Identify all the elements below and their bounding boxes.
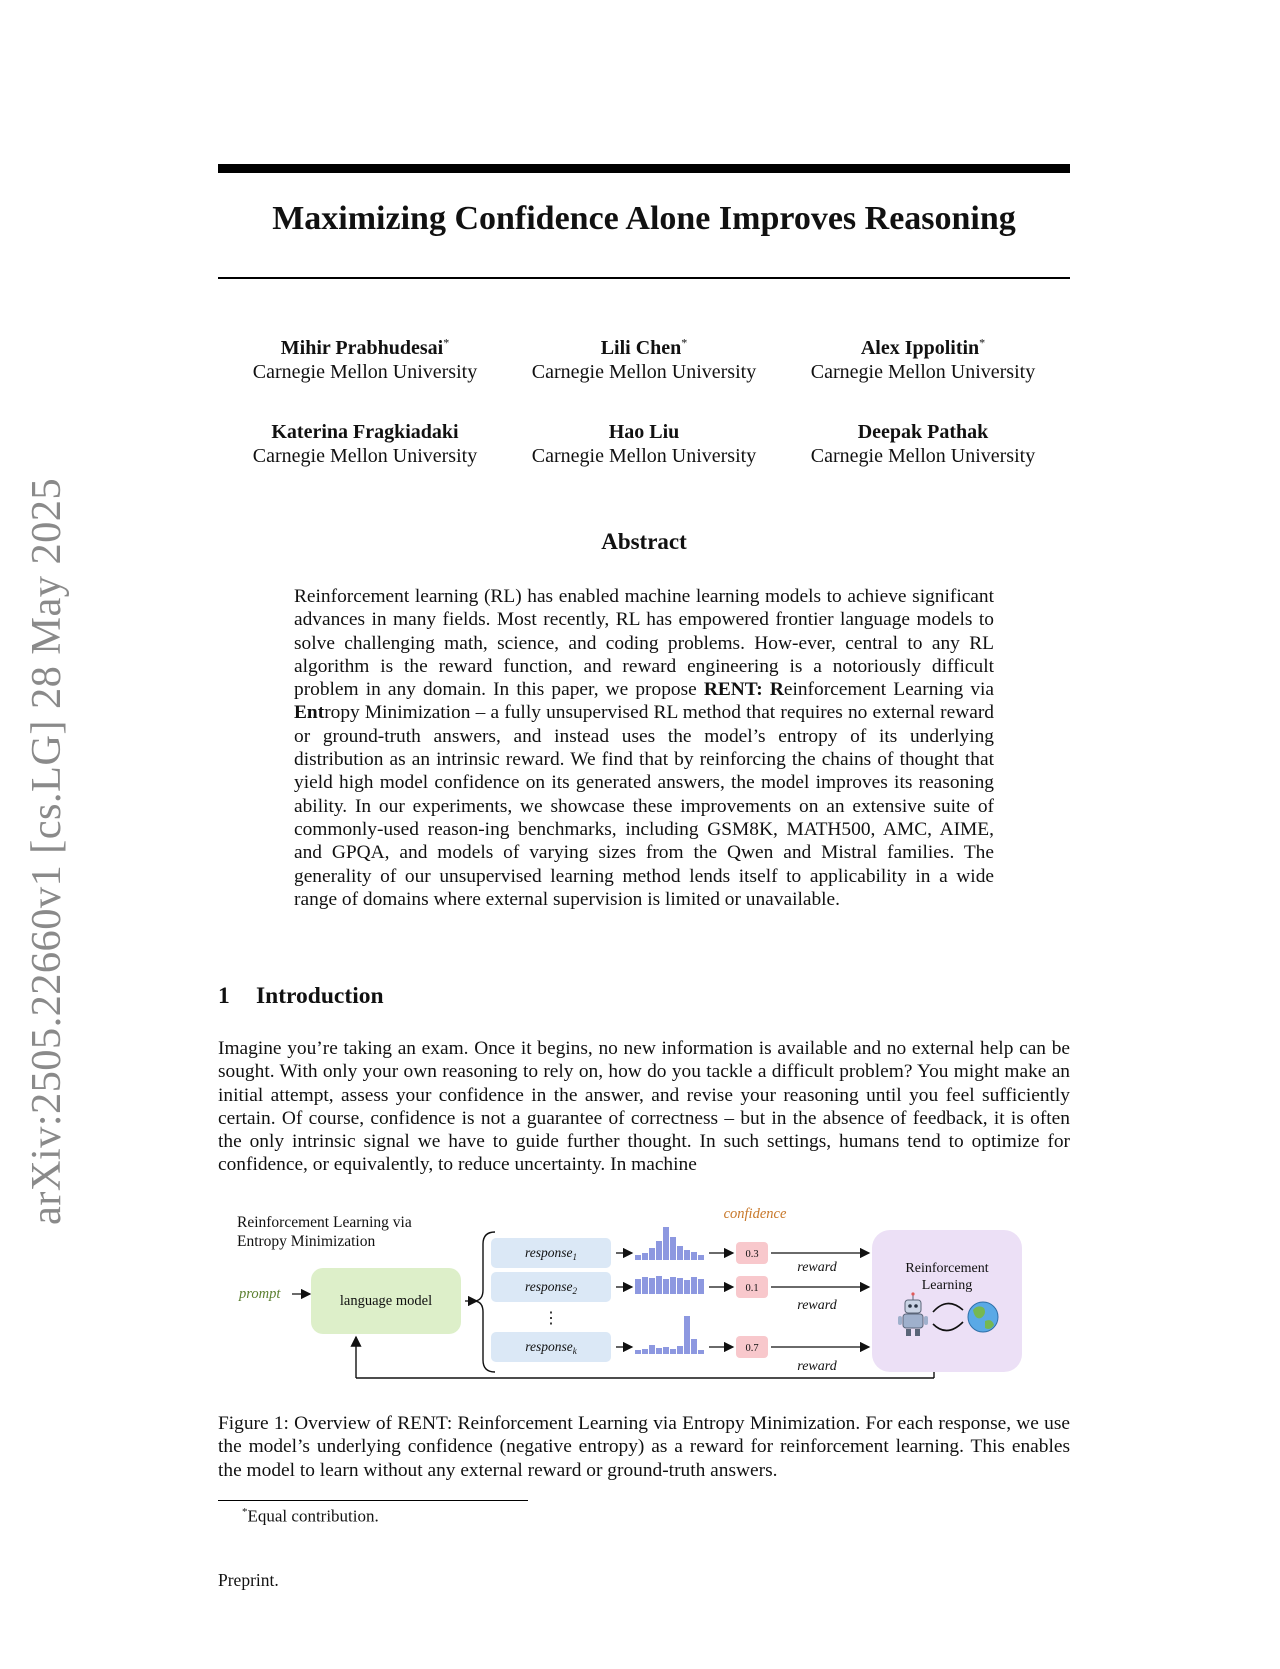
confidence-label: confidence	[723, 1206, 787, 1222]
reward-label-1: reward	[797, 1260, 837, 1275]
author-block	[499, 420, 789, 468]
author-name: Alex Ippolitin*	[860, 335, 986, 359]
author-affiliation: Carnegie Mellon University	[531, 445, 757, 467]
figure-1-diagram	[225, 1200, 1065, 1382]
figure-1-caption: Figure 1: Overview of RENT: Reinforcement Learning via Entropy Minimization. For each response, we use the model’s underlying confidence (negative entropy) as a reward for reinforcement learning. This enables the model to learn without any external reward or ground-truth answers.	[218, 1413, 1070, 1481]
introduction-paragraph: Imagine you’re taking an exam. Once it begins, no new information is available and no external help can be sought. With only your own reasoning to rely on, how do you tackle a difficult problem? You might make an initial attempt, assess your confidence in the answer, and revise your reasoning until you feel sufficiently certain. Of course, confidence is not a guarantee of correctness – but in the absence of feedback, it is often the only intrinsic signal we have to guide further thought. In such settings, humans tend to optimize for confidence, or equivalently, to reduce uncertainty. In machine	[218, 1038, 1070, 1176]
author-name: Katerina Fragkiadaki	[271, 421, 459, 443]
response-ellipsis: ⋮	[543, 1310, 559, 1327]
section-heading-introduction: 1 Introduction	[218, 983, 384, 1009]
footnote-rule	[218, 1500, 528, 1501]
author-block	[220, 420, 510, 468]
author-name: Deepak Pathak	[857, 421, 989, 443]
response-label-1: response$_1$	[525, 1245, 577, 1262]
reinforcement-learning-box	[872, 1230, 1022, 1372]
response-label-k: response$_k$	[525, 1339, 577, 1356]
reward-label-2: reward	[797, 1298, 837, 1313]
prompt-label: prompt	[239, 1286, 281, 1302]
distribution-histogram-1	[635, 1227, 704, 1260]
arxiv-identifier: arXiv:2505.22660v1 [cs.LG] 28 May 2025	[23, 477, 70, 1225]
abstract-heading: Abstract	[601, 529, 687, 554]
language-model-label: language model	[339, 1293, 433, 1309]
response-label-2: response$_2$	[525, 1279, 577, 1296]
reinforcement-learning-label-2: Learning	[921, 1278, 973, 1293]
author-block	[778, 336, 1068, 384]
author-affiliation: Carnegie Mellon University	[252, 445, 478, 467]
paper-title: Maximizing Confidence Alone Improves Reasoning	[272, 200, 1016, 237]
confidence-value-k: 0.7	[745, 1343, 759, 1354]
distribution-histogram-k	[635, 1316, 704, 1354]
author-affiliation: Carnegie Mellon University	[810, 361, 1036, 383]
reinforcement-learning-label-1: Reinforcement	[905, 1261, 989, 1276]
abstract-text: Reinforcement learning (RL) has enabled machine learning models to achieve significant advances in many fields. Most recently, RL has empowered frontier language models to solve challenging math, science, and coding problems. How-ever, central to any RL algorithm is the reward function, and reward engineering is a notoriously difficult problem in any domain. In this paper, we propose RENT: Reinforcement Learning via Entropy Minimization – a fully unsupervised RL method that requires no external reward or ground-truth answers, and instead uses the model’s entropy of its underlying distribution as an intrinsic reward. We find that by reinforcing the chains of thought that yield high model confidence on its generated answers, the model improves its reasoning ability. In our experiments, we showcase these improvements on an extensive suite of commonly-used reason-ing benchmarks, including GSM8K, MATH500, AMC, AIME, and GPQA, and models of varying sizes from the Qwen and Mistral families. The generality of our unsupervised learning method lends itself to applicability in a wide range of domains where external supervision is limited or unavailable.	[294, 586, 995, 910]
author-block	[499, 336, 789, 384]
author-affiliation: Carnegie Mellon University	[810, 445, 1036, 467]
author-block	[220, 336, 510, 384]
confidence-value-2: 0.1	[745, 1283, 759, 1294]
author-name: Mihir Prabhudesai*	[280, 335, 450, 359]
globe-icon	[968, 1302, 998, 1332]
title-bottom-rule	[218, 277, 1070, 279]
author-name: Hao Liu	[608, 421, 680, 443]
author-block	[778, 420, 1068, 468]
author-affiliation: Carnegie Mellon University	[252, 361, 478, 383]
figure-title-line-1: Reinforcement Learning via	[237, 1214, 412, 1231]
preprint-label: Preprint.	[218, 1570, 279, 1590]
author-name: Lili Chen*	[600, 335, 688, 359]
reward-label-k: reward	[797, 1359, 837, 1374]
distribution-histogram-2	[635, 1276, 704, 1294]
author-affiliation: Carnegie Mellon University	[531, 361, 757, 383]
title-top-rule	[218, 164, 1070, 173]
footnote: *Equal contribution.	[242, 1506, 379, 1526]
confidence-value-1: 0.3	[745, 1249, 759, 1260]
figure-title-line-2: Entropy Minimization	[237, 1233, 376, 1250]
